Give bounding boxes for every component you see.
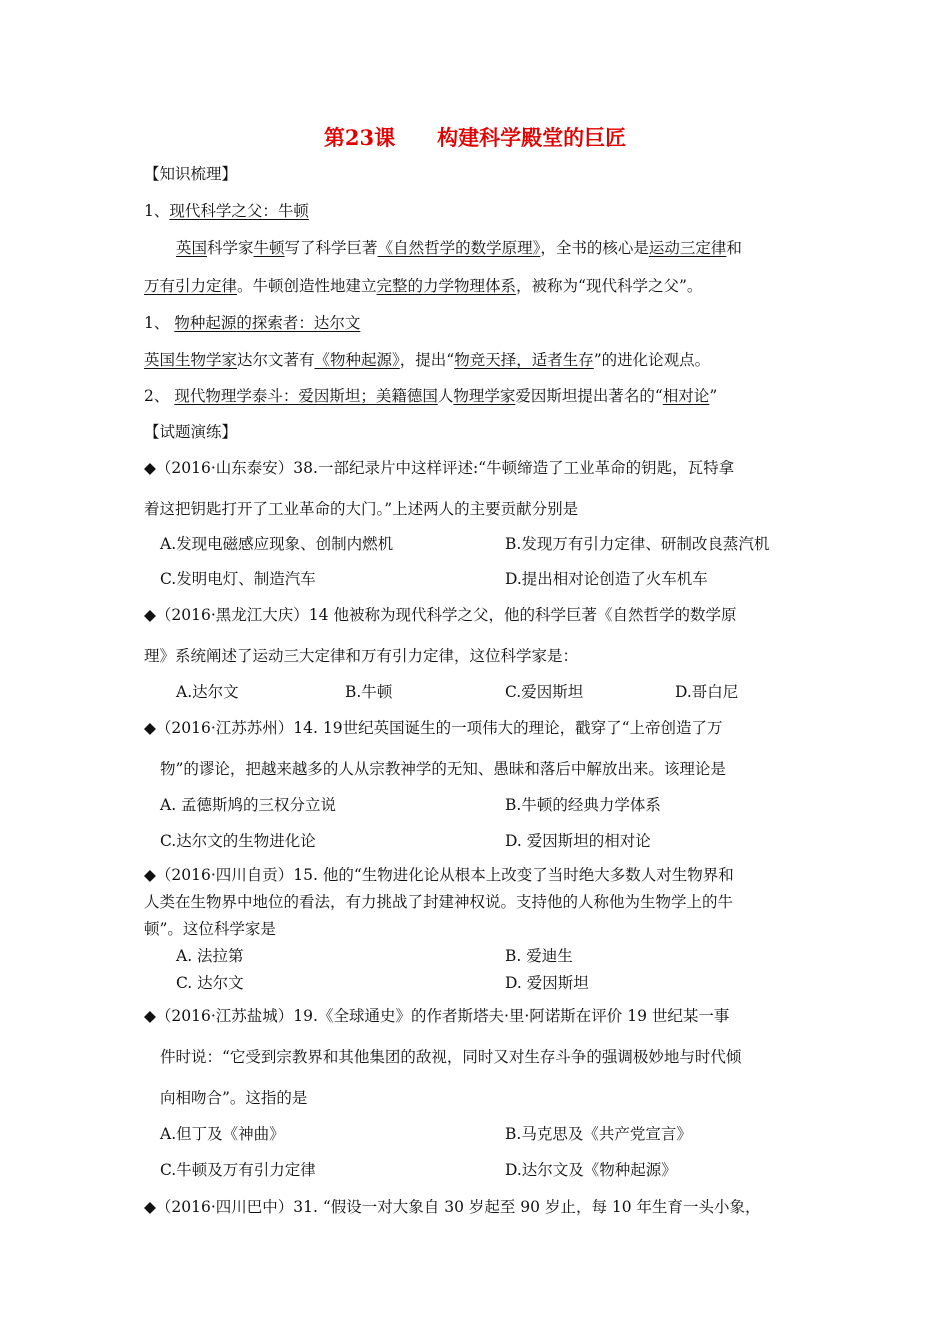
question-2-option-c: C.爱因斯坦 (505, 683, 584, 701)
question-3-option-a: A. 孟德斯鸠的三权分立说 (160, 796, 337, 814)
question-5-option-d: D.达尔文及《物种起源》 (505, 1161, 677, 1179)
question-1-option-d: D.提出相对论创造了火车机车 (505, 570, 708, 588)
question-4-option-b: B. 爱迪生 (505, 947, 573, 965)
question-5-option-a: A.但丁及《神曲》 (160, 1125, 285, 1143)
practice-heading: 【试题演练】 (144, 423, 238, 441)
question-6-line-1: ◆（2016·四川巴中）31. “假设一对大象自 30 岁起至 90 岁止，每 10 年生育一头小象， (144, 1198, 761, 1216)
question-1-line-1: ◆（2016·山东泰安）38.一部纪录片中这样评述:“牛顿缔造了工业革命的钥匙，瓦特拿 (144, 459, 735, 477)
question-4-line-2: 人类在生物界中地位的看法，有力挑战了封建神权说。支持他的人称他为生物学上的牛 (144, 893, 734, 911)
question-2-line-1: ◆（2016·黑龙江大庆）14 他被称为现代科学之父，他的科学巨著《自然哲学的数学原 (144, 606, 737, 624)
section-1-heading: 1、现代科学之父：牛顿 (144, 202, 309, 220)
question-4-line-1: ◆（2016·四川自贡）15. 他的“生物进化论从根本上改变了当时绝大多数人对生物界和 (144, 866, 734, 884)
question-2-line-2: 理》系统阐述了运动三大定律和万有引力定律，这位科学家是： (144, 647, 579, 665)
question-3-option-b: B.牛顿的经典力学体系 (505, 796, 661, 814)
question-5-option-c: C.牛顿及万有引力定律 (160, 1161, 316, 1179)
question-5-option-b: B.马克思及《共产党宣言》 (505, 1125, 692, 1143)
lesson-number: 第23课 (323, 125, 396, 150)
section-1-line-1: 英国科学家牛顿写了科学巨著《自然哲学的数学原理》，全书的核心是运动三定律和 (176, 239, 742, 257)
knowledge-heading: 【知识梳理】 (144, 165, 238, 183)
question-3-option-d: D. 爱因斯坦的相对论 (505, 832, 651, 850)
question-3-line-2: 物”的谬论，把越来越多的人从宗教神学的无知、愚昧和落后中解放出来。该理论是 (160, 760, 726, 778)
question-1-option-b: B.发现万有引力定律、研制改良蒸汽机 (505, 535, 770, 553)
question-4-line-3: 顿”。这位科学家是 (144, 920, 276, 938)
question-4-option-d: D. 爱因斯坦 (505, 974, 589, 992)
question-5-line-3: 向相吻合”。这指的是 (160, 1089, 308, 1107)
section-3-line: 2、 现代物理学泰斗：爱因斯坦；美籍德国人物理学家爱因斯坦提出著名的“相对论” (144, 387, 718, 405)
question-1-option-c: C.发明电灯、制造汽车 (160, 570, 316, 588)
question-2-option-b: B.牛顿 (345, 683, 393, 701)
bullet-icon: ◆ (144, 1007, 156, 1025)
question-5-line-2: 件时说：“它受到宗教界和其他集团的敌视，同时又对生存斗争的强调极妙地与时代倾 (160, 1048, 742, 1066)
bullet-icon: ◆ (144, 606, 156, 624)
question-2-option-a: A.达尔文 (176, 683, 239, 701)
question-3-option-c: C.达尔文的生物进化论 (160, 832, 316, 850)
bullet-icon: ◆ (144, 459, 156, 477)
section-2-heading: 1、 物种起源的探索者：达尔文 (144, 314, 361, 332)
question-1-line-2: 着这把钥匙打开了工业革命的大门。”上述两人的主要贡献分别是 (144, 500, 579, 518)
question-3-line-1: ◆（2016·江苏苏州）14. 19世纪英国诞生的一项伟大的理论，戳穿了“上帝创造了万 (144, 719, 723, 737)
question-5-line-1: ◆（2016·江苏盐城）19.《全球通史》的作者斯塔夫·里·阿诺斯在评价 19 世纪某一事 (144, 1007, 730, 1025)
section-1-line-2: 万有引力定律。牛顿创造性地建立完整的力学物理体系，被称为“现代科学之父”。 (144, 277, 703, 295)
question-1-option-a: A.发现电磁感应现象、创制内燃机 (160, 535, 394, 553)
page-title (0, 124, 950, 152)
bullet-icon: ◆ (144, 866, 156, 884)
question-4-option-c: C. 达尔文 (176, 974, 244, 992)
question-2-option-d: D.哥白尼 (675, 683, 739, 701)
lesson-topic: 构建科学殿堂的巨匠 (437, 125, 627, 150)
bullet-icon: ◆ (144, 719, 156, 737)
question-4-option-a: A. 法拉第 (176, 947, 244, 965)
section-2-line-1: 英国生物学家达尔文著有《物种起源》，提出“物竞天择，适者生存”的进化论观点。 (144, 351, 711, 369)
bullet-icon: ◆ (144, 1198, 156, 1216)
